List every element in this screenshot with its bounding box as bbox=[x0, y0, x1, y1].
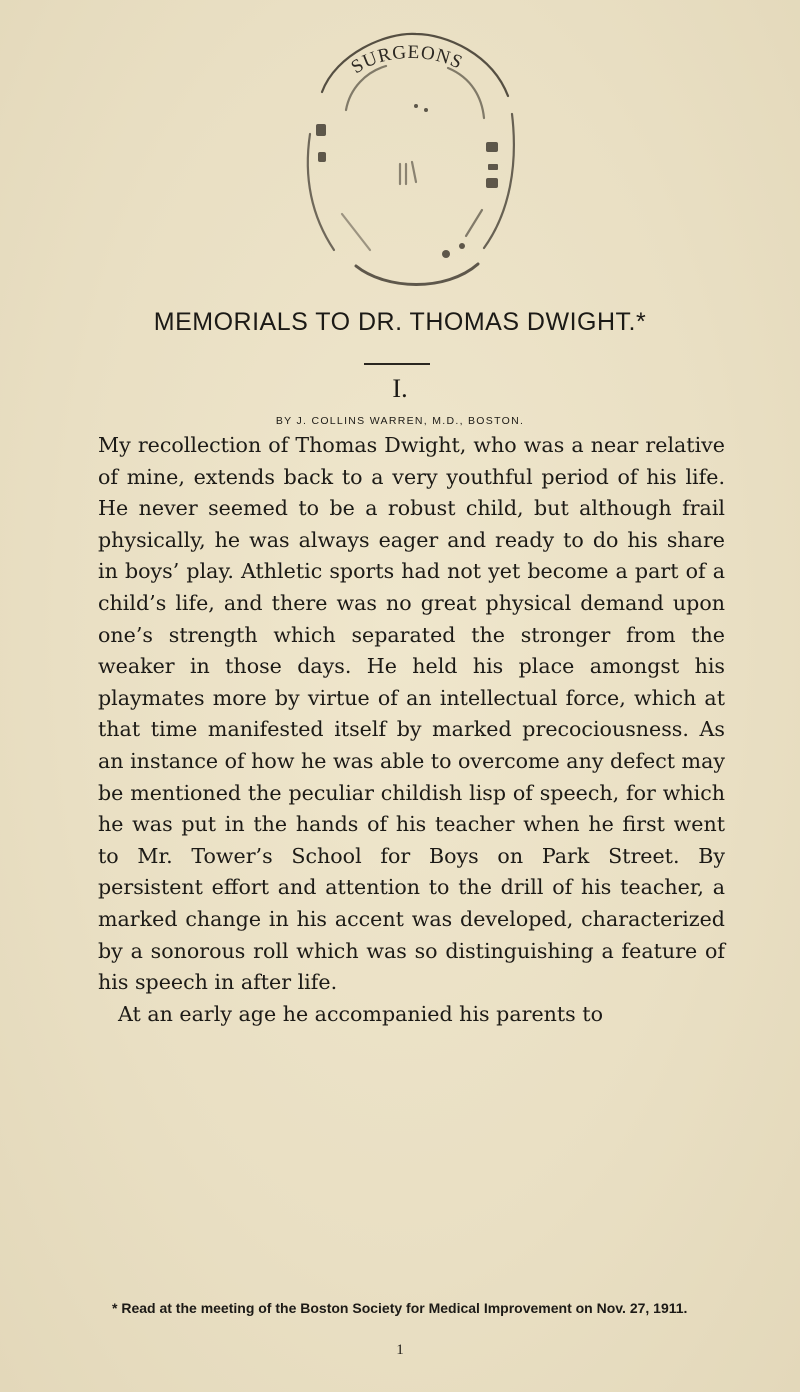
page-number: 1 bbox=[396, 1342, 404, 1358]
title-divider bbox=[364, 363, 430, 365]
footnote: * Read at the meeting of the Boston Society for Medical Improvement on Nov. 27, 1911. bbox=[112, 1300, 688, 1316]
document-title: MEMORIALS TO DR. THOMAS DWIGHT.* bbox=[153, 308, 647, 336]
paragraph-1: My recollection of Thomas Dwight, who was a near relative of mine, extends back to a very youthful period of his life. He never seemed to be a robust child, but although frail physically, he was always eager and ready to do his share in boys’ play. Athletic sports had not yet become a part of a child’s life, and there was no great physical demand upon one’s strength which separated the stronger from the weaker in those days. He held his place amongst his playmates more by virtue of an intellectual force, which at that time manifested itself by marked precociousness. As an instance of how he was able to overcome any defect may be mentioned the peculiar childish lisp of speech, for which he was put in the hands of his teacher when he first went to Mr. Tower’s School for Boys on Park Street. By persistent effort and attention to the drill of his teacher, a marked change in his accent was developed, characterized by a sonorous roll which was so distinguishing a feature of his speech in after life. bbox=[98, 433, 725, 995]
paragraph-2: At an early age he accompanied his parents to bbox=[118, 1001, 603, 1026]
author-byline: BY J. COLLINS WARREN, M.D., BOSTON. bbox=[275, 415, 525, 427]
library-stamp-seal bbox=[296, 14, 528, 296]
section-numeral: I. bbox=[392, 374, 408, 403]
stamp-text: SURGEONS bbox=[347, 41, 467, 79]
article-body bbox=[98, 430, 725, 1030]
